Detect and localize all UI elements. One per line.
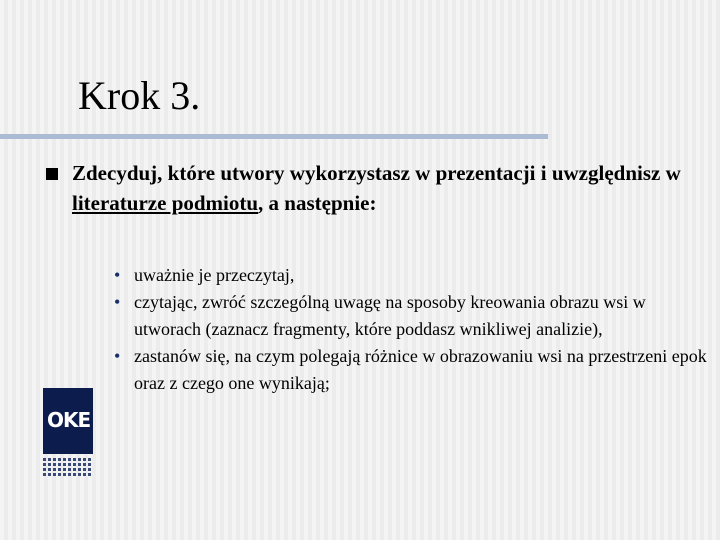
bullet-dot-icon: • (114, 265, 121, 285)
sub-point (112, 262, 712, 289)
sub-point-text: zastanów się, na czym polegają różnice w obrazowaniu wsi na przestrzeni epok oraz z czego one wynikają; (134, 346, 707, 393)
oke-logo (43, 388, 93, 483)
logo-emblem (43, 388, 93, 454)
bullet-dot-icon: • (114, 292, 121, 312)
slide-title: Krok 3. (78, 73, 201, 118)
sub-point (112, 343, 712, 397)
sub-point-text: czytając, zwróć szczególną uwagę na sposoby kreowania obrazu wsi w utworach (zaznacz fragmenty, które poddasz wnikliwej analizie), (134, 292, 646, 339)
logo-mark: OKE (47, 408, 91, 432)
logo-caption-lines (43, 458, 93, 476)
main-point-tail: , a następnie: (258, 191, 377, 215)
sub-point-list (112, 262, 712, 397)
square-bullet-icon (46, 168, 58, 180)
sub-point-text: uważnie je przeczytaj, (134, 265, 295, 285)
sub-point (112, 289, 712, 343)
title-divider (0, 134, 548, 139)
main-point-underlined: literaturze podmiotu (72, 191, 259, 215)
bullet-dot-icon: • (114, 346, 121, 366)
main-point-text: Zdecyduj, które utwory wykorzystasz w prezentacji i uwzględnisz w (72, 161, 681, 185)
main-point (72, 158, 712, 218)
